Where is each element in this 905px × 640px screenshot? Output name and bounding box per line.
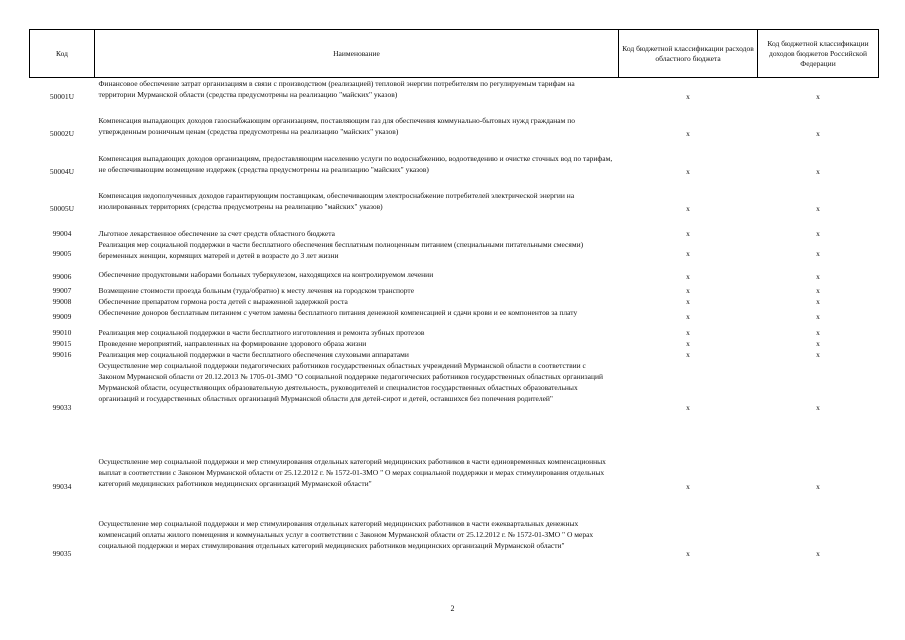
row-income-code: x: [816, 403, 820, 412]
row-name: Финансовое обеспечение затрат организациям в связи с производством (реализацией) тепловой энергии потребителям по регулируемым тарифам на территории Мурманской области (средства предусмотрены на реализацию "майских" указов): [98, 79, 575, 99]
table-row: [30, 269, 879, 285]
row-expense-code: x: [686, 272, 690, 281]
table-row: [30, 307, 879, 327]
table-row: [30, 296, 879, 307]
row-income-code: x: [816, 312, 820, 321]
table-row: [30, 285, 879, 296]
row-expense-code: x: [686, 349, 690, 359]
row-expense-code: x: [686, 91, 690, 101]
table-row: [30, 360, 879, 456]
row-code: 50001U: [49, 91, 75, 101]
budget-classification-table: [29, 29, 879, 590]
table-row: [30, 518, 879, 590]
row-income-code: x: [816, 228, 820, 238]
row-name: Реализация мер социальной поддержки в части бесплатного обеспечения бесплатным полноценным питанием (специальными питательными смесями) беременных женщин, кормящих матерей и детей в возрасте до 3 лет жизни: [98, 239, 584, 260]
row-expense-code: x: [686, 338, 690, 348]
row-name: Реализация мер социальной поддержки в части бесплатного изготовления и ремонта зубных протезов: [98, 327, 425, 337]
row-expense-code: x: [686, 249, 690, 258]
table-header-row: [30, 30, 879, 78]
table-row: [30, 190, 879, 228]
row-expense-code: x: [686, 312, 690, 321]
row-income-code: x: [816, 249, 820, 258]
row-code: 99004: [52, 228, 72, 238]
table-row: [30, 153, 879, 190]
row-expense-code: x: [686, 129, 690, 138]
row-code: 99016: [52, 349, 72, 359]
table-row: [30, 327, 879, 338]
row-expense-code: x: [686, 549, 690, 558]
row-income-code: x: [816, 166, 820, 176]
row-code: 99034: [52, 482, 72, 491]
page-number: 2: [450, 604, 455, 613]
row-code: 99006: [52, 272, 72, 281]
table-row: [30, 239, 879, 269]
row-name: Обеспечение препаратом гормона роста детей с выраженной задержкой роста: [98, 296, 348, 306]
table-body: [30, 78, 879, 590]
header-code: Код: [30, 30, 95, 78]
row-income-code: x: [816, 91, 820, 101]
row-code: 99008: [52, 296, 72, 306]
table-row: [30, 78, 879, 115]
row-expense-code: x: [686, 228, 690, 238]
row-income-code: x: [816, 338, 820, 348]
row-code: 50005U: [49, 204, 75, 213]
row-name: Возмещение стоимости проезда больным (туда/обратно) к месту лечения на городском транспорте: [98, 285, 415, 295]
row-income-code: x: [816, 285, 820, 295]
row-name: Льготное лекарственное обеспечение за счет средств областного бюджета: [98, 228, 335, 238]
row-expense-code: x: [686, 403, 690, 412]
row-expense-code: x: [686, 327, 690, 337]
row-expense-code: x: [686, 296, 690, 306]
row-income-code: x: [816, 272, 820, 281]
table-row: [30, 228, 879, 239]
row-name: Обеспечение доноров бесплатным питанием с учетом замены бесплатного питания денежной компенсацией и сдачи крови и ее компонентов за плату: [98, 307, 578, 317]
table-row: [30, 349, 879, 360]
row-code: 50002U: [49, 129, 75, 138]
row-name: Компенсация недополученных доходов гарантирующим поставщикам, обеспечивающим электроснабжение потребителей электрической энергии на изолированных территориях (средства предусмотрены на реализацию "майских" указов): [98, 190, 575, 211]
header-income-code: Код бюджетной классификации доходов бюджетов Российской Федерации: [758, 30, 879, 78]
table-row: [30, 456, 879, 518]
row-code: 99007: [52, 285, 72, 295]
row-name: Компенсация выпадающих доходов газоснабжающим организациям, поставляющим газ для обеспечения коммунально-бытовых нужд гражданам по утвержденным розничным ценам (средства предусмотрены на реализацию "майских" указов): [98, 115, 576, 136]
row-code: 99009: [52, 312, 72, 321]
row-income-code: x: [816, 129, 820, 138]
row-name: Осуществление мер социальной поддержки педагогических работников государственных областных учреждений Мурманской области в соответствии с Законом Мурманской области от 20.12.2013 № 1705-01-ЗМО "О социальной поддержке педагогических работников государственных областных организаций Мурманской области, осуществляющих образовательную деятельность, руководителей и специалистов государственных областных образовательных организаций и государственных областных организаций Мурманской области для детей-сирот и детей, оставшихся без попечения родителей": [98, 360, 604, 403]
row-income-code: x: [816, 204, 820, 213]
row-code: 99033: [52, 403, 72, 412]
row-code: 99010: [52, 327, 72, 337]
row-income-code: x: [816, 327, 820, 337]
table-row: [30, 338, 879, 349]
table-row: [30, 115, 879, 153]
header-name: Наименование: [95, 30, 619, 78]
row-name: Компенсация выпадающих доходов организациям, предоставляющим населению услуги по водоснабжению, водоотведению и очистке сточных вод по тарифам, не обеспечивающим возмещение издержек (средства предусмотрены на реализацию "майских" указов): [98, 153, 613, 174]
classification-table-sheet: [29, 29, 878, 590]
header-expense-code: Код бюджетной классификации расходов областного бюджета: [619, 30, 758, 78]
row-name: Обеспечение продуктовыми наборами больных туберкулезом, находящихся на контролируемом лечении: [98, 269, 434, 279]
row-income-code: x: [816, 296, 820, 306]
row-code: 50004U: [49, 166, 75, 176]
row-name: Реализация мер социальной поддержки в части бесплатного обеспечения слуховыми аппаратами: [98, 349, 409, 359]
row-expense-code: x: [686, 285, 690, 295]
row-code: 99035: [52, 549, 72, 558]
row-income-code: x: [816, 482, 820, 491]
row-income-code: x: [816, 549, 820, 558]
row-name: Проведение мероприятий, направленных на формирование здорового образа жизни: [98, 338, 367, 348]
row-code: 99015: [52, 338, 72, 348]
row-code: 99005: [52, 249, 72, 258]
row-name: Осуществление мер социальной поддержки и мер стимулирования отдельных категорий медицинских работников в части единовременных компенсационных выплат в соответствии с Законом Мурманской области от 25.12.2012 г. № 1572-01-ЗМО " О мерах социальной поддержки и мерах стимулирования отдельных категорий медицинских работников медицинских организаций Мурманской области": [98, 456, 606, 488]
row-expense-code: x: [686, 204, 690, 213]
row-name: Осуществление мер социальной поддержки и мер стимулирования отдельных категорий медицинских работников в части ежеквартальных денежных компенсаций оплаты жилого помещения и коммунальных услуг в соответствии с Законом Мурманской области от 25.12.2012 г. № 1572-01-ЗМО " О мерах социальной поддержки и мерах стимулирования отдельных категорий медицинских работников медицинских организаций Мурманской области": [98, 518, 594, 550]
row-income-code: x: [816, 349, 820, 359]
row-expense-code: x: [686, 482, 690, 491]
row-expense-code: x: [686, 166, 690, 176]
